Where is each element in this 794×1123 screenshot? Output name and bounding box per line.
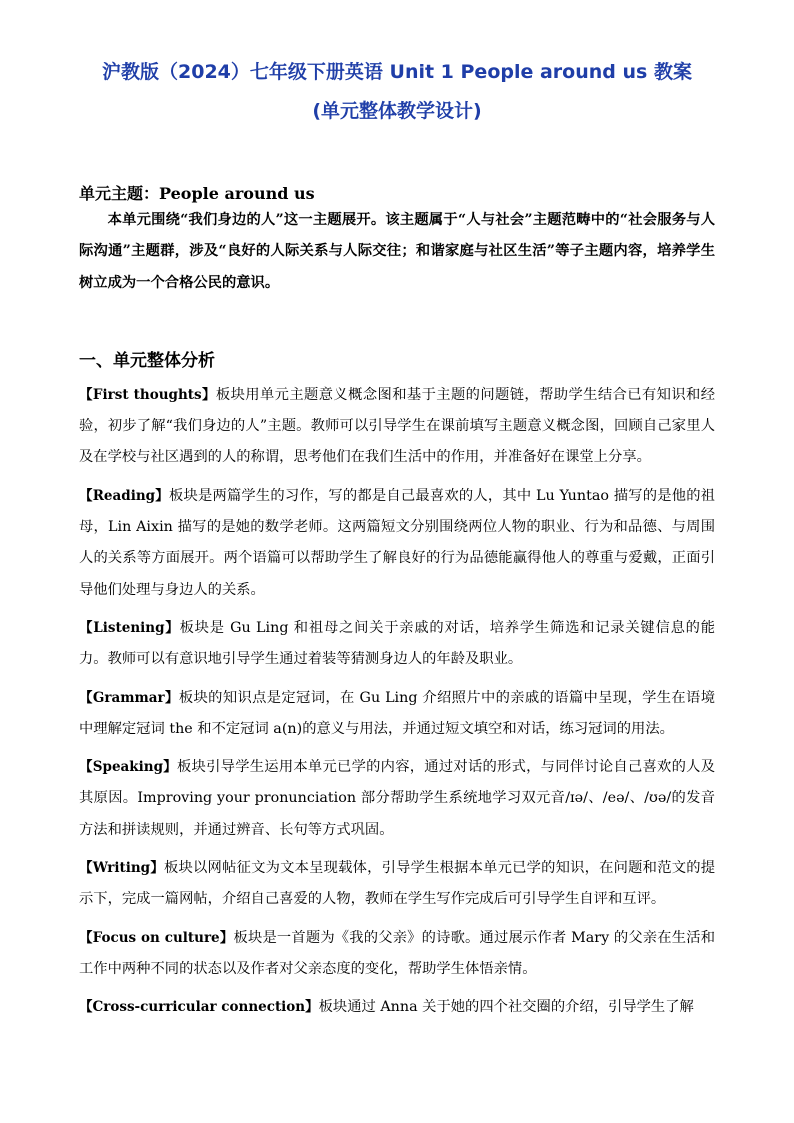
block-text: 板块用单元主题意义概念图和基于主题的问题链，帮助学生结合已有知识和经验，初步了解“我们身边的人”主题。教师可以引导学生在课前填写主题意义概念图，回顾自己家里人及在学校与社区遇到的人的称谓，思考他们在我们生活中的作用，并准备好在课堂上分享。 xyxy=(79,386,715,466)
block-tag: 【Grammar】 xyxy=(79,689,179,706)
block-tag: 【Cross-curricular connection】 xyxy=(79,999,319,1016)
block-text: 板块引导学生运用本单元已学的内容，通过对话的形式，与同伴讨论自己喜欢的人及其原因。Improving your pronunciation 部分帮助学生系统地学习双元音/ɪə/、/eə/、/ʊə/的发音方法和拼读规则，并通过辨音、长句等方式巩固。 xyxy=(79,759,715,838)
analysis-blocks xyxy=(79,380,715,1024)
block-text: 板块是 Gu Ling 和祖母之间关于亲戚的对话，培养学生筛选和记录关键信息的能力。教师可以有意识地引导学生通过着装等猜测身边人的年龄及职业。 xyxy=(79,619,716,668)
block-cross-curricular xyxy=(79,992,715,1023)
block-tag: 【First thoughts】 xyxy=(79,386,216,403)
block-writing xyxy=(79,853,715,916)
section-heading-unit-analysis: 一、单元整体分析 xyxy=(79,350,215,371)
document-subtitle: (单元整体教学设计) xyxy=(312,100,482,122)
unit-theme-intro: 本单元围绕“我们身边的人”这一主题展开。该主题属于“人与社会”主题范畴中的“社会服务与人际沟通”主题群，涉及“良好的人际关系与人际交往；和谐家庭与社区生活”等子主题内容，培养学生树立成为一个合格公民的意识。 xyxy=(79,212,715,291)
unit-theme-heading: 单元主题：People around us xyxy=(79,184,315,203)
block-listening xyxy=(79,613,715,676)
block-text: 板块通过 Anna 关于她的四个社交圈的介绍，引导学生了解 xyxy=(318,999,694,1016)
block-tag: 【Speaking】 xyxy=(79,759,178,776)
block-reading xyxy=(79,481,715,606)
block-tag: 【Focus on culture】 xyxy=(79,929,234,946)
block-grammar xyxy=(79,683,715,746)
block-tag: 【Listening】 xyxy=(79,619,180,636)
block-tag: 【Reading】 xyxy=(79,487,169,504)
block-speaking xyxy=(79,752,715,846)
block-text: 板块是一首题为《我的父亲》的诗歌。通过展示作者 Mary 的父亲在生活和工作中两种不同的状态以及作者对父亲态度的变化，帮助学生体悟亲情。 xyxy=(79,929,715,977)
block-focus-on-culture xyxy=(79,923,715,986)
document-title: 沪教版（2024）七年级下册英语 Unit 1 People around us 教案 xyxy=(102,61,692,83)
block-text: 板块是两篇学生的习作，写的都是自己最喜欢的人，其中 Lu Yuntao 描写的是他的祖母，Lin Aixin 描写的是她的数学老师。这两篇短文分别围绕两位人物的职业、行为和品德、与周围人的关系等方面展开。两个语篇可以帮助学生了解良好的行为品德能赢得他人的尊重与爱戴，正面引导他们处理与身边人的关系。 xyxy=(79,487,715,598)
block-text: 板块以网帖征文为文本呈现载体，引导学生根据本单元已学的知识，在问题和范文的提示下，完成一篇网帖，介绍自己喜爱的人物，教师在学生写作完成后可引导学生自评和互评。 xyxy=(79,860,715,908)
block-first-thoughts xyxy=(79,380,715,474)
block-text: 板块的知识点是定冠词，在 Gu Ling 介绍照片中的亲戚的语篇中呈现，学生在语境中理解定冠词 the 和不定冠词 a(n)的意义与用法，并通过短文填空和对话，练习冠词的用法。 xyxy=(79,689,715,737)
block-tag: 【Writing】 xyxy=(79,860,165,877)
